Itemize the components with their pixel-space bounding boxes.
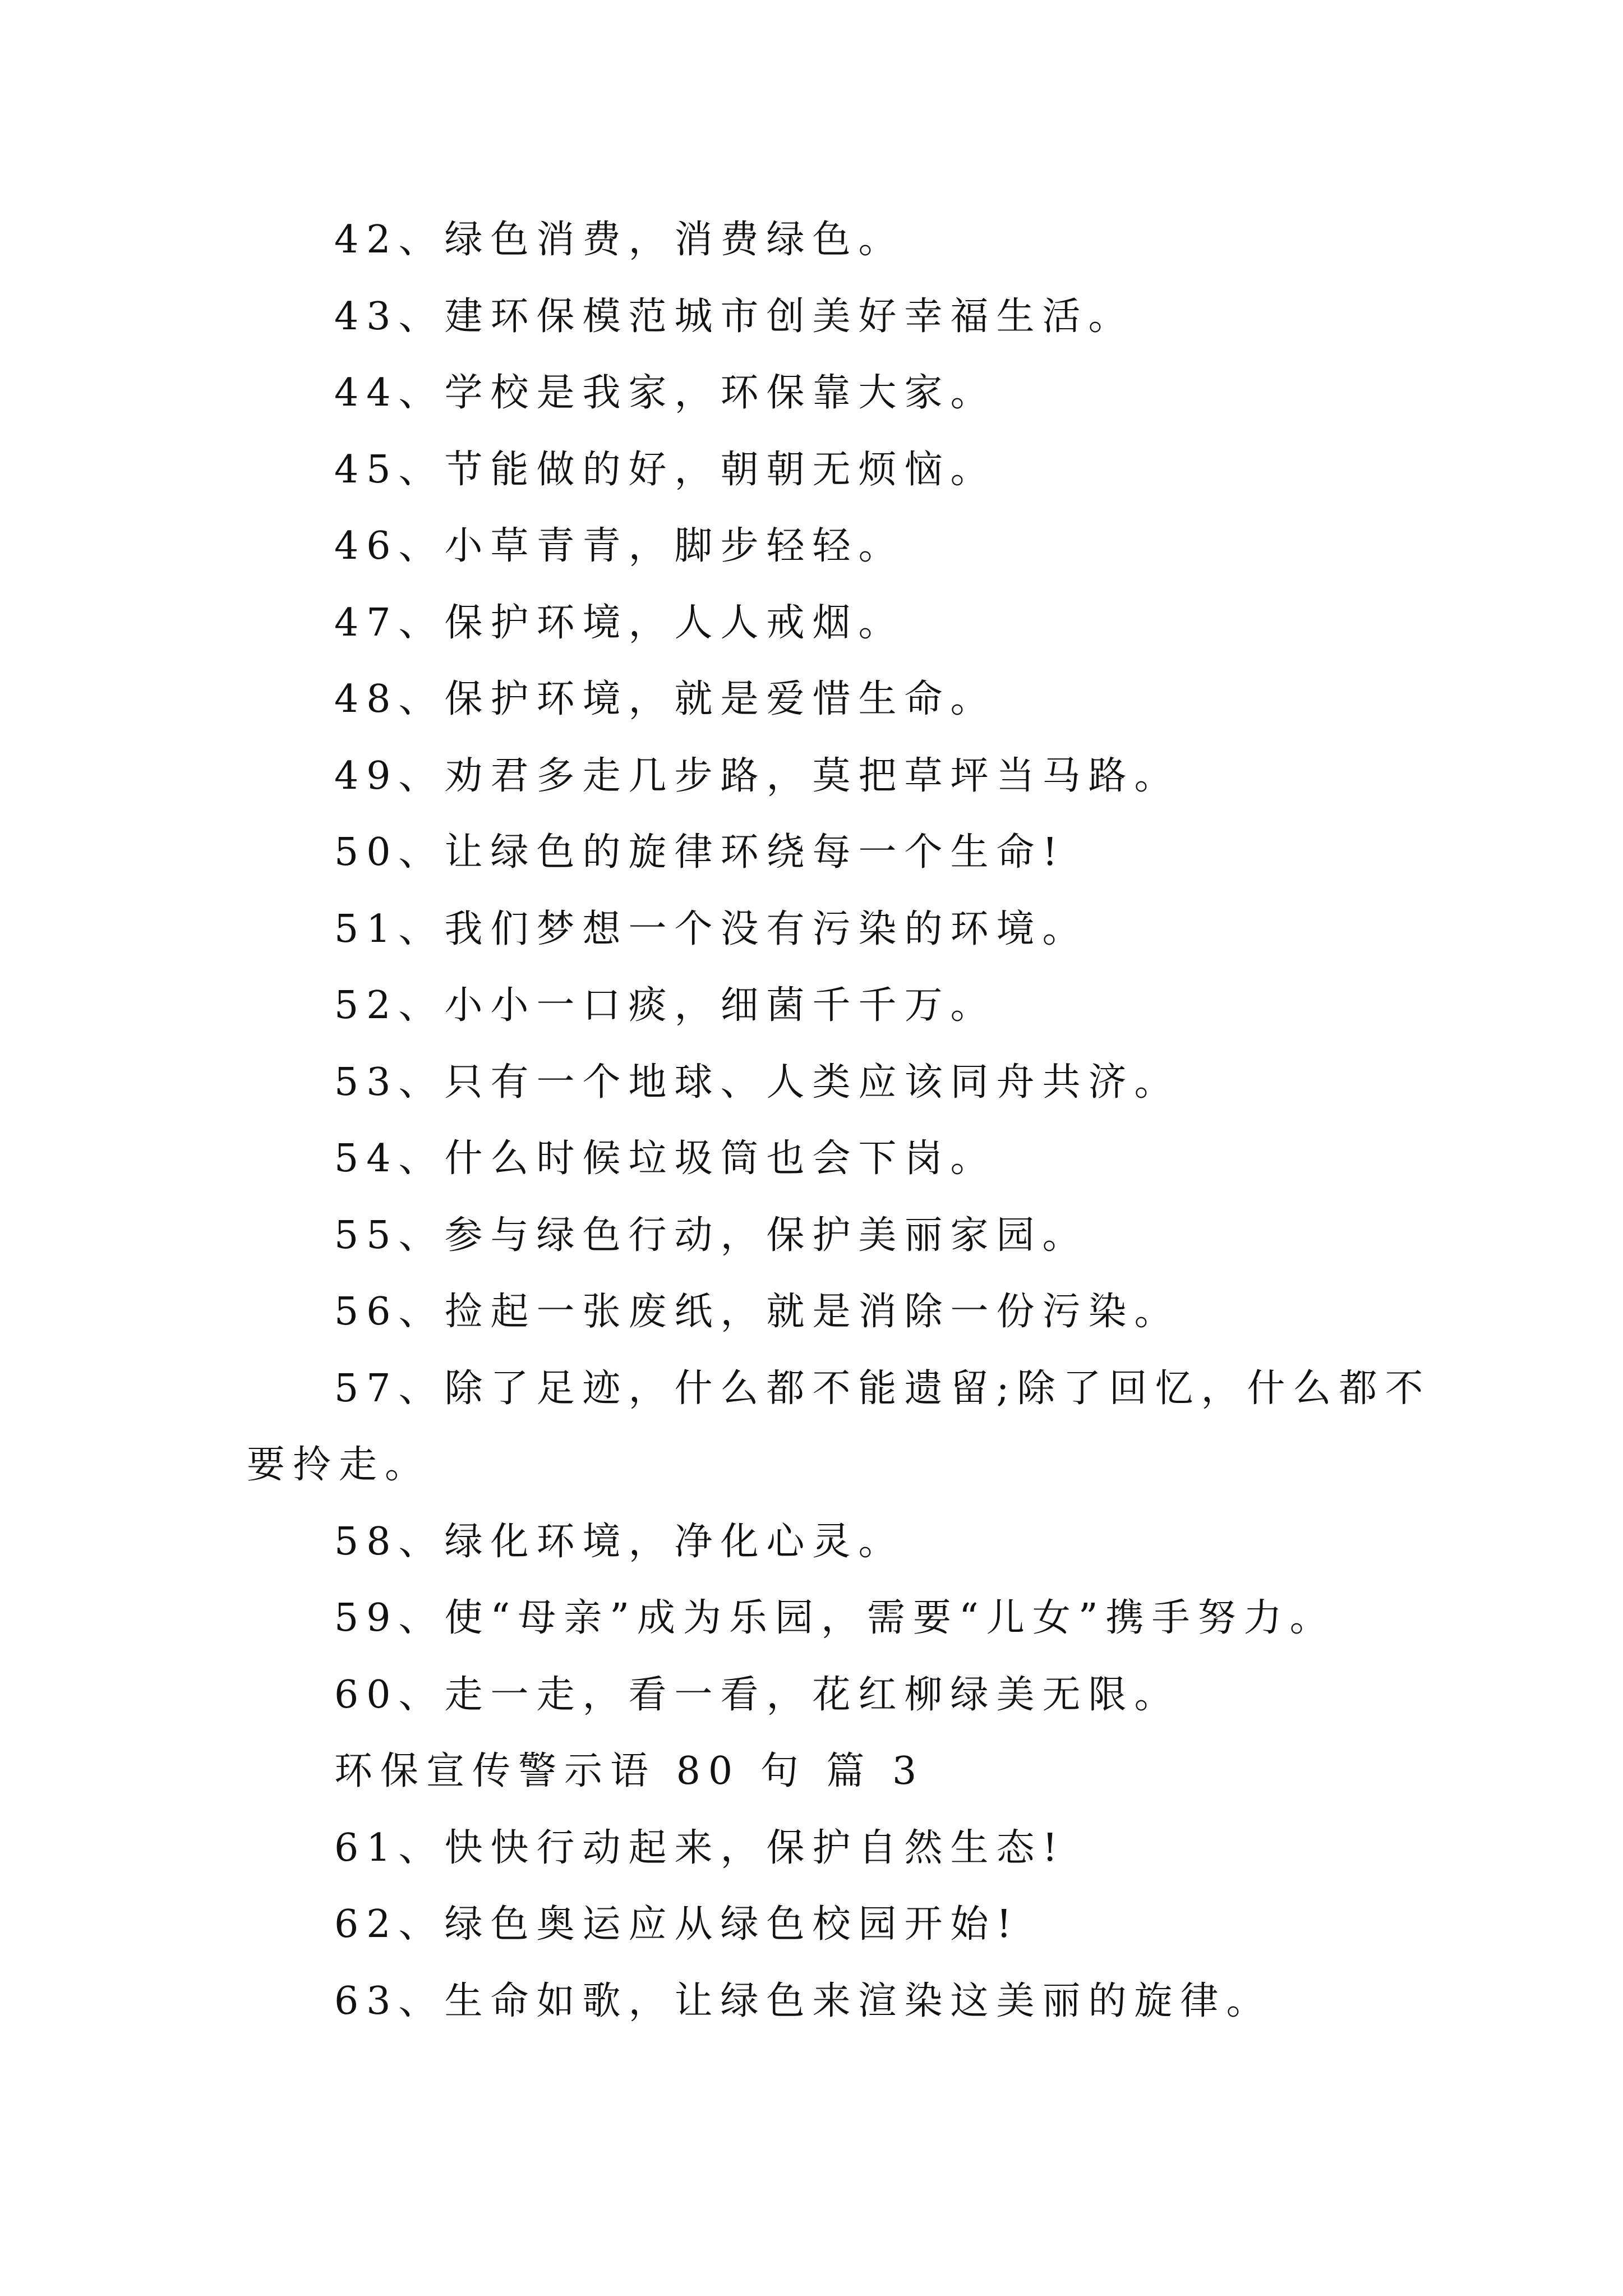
slogan-line-46: 46、小草青青，脚步轻轻。	[334, 524, 905, 568]
slogan-line-63: 63、生命如歌，让绿色来渲染这美丽的旋律。	[334, 1978, 1272, 2023]
slogan-line-50: 50、让绿色的旋律环绕每一个生命!	[334, 830, 1066, 875]
slogan-line-57-continued: 要拎走。	[247, 1443, 431, 1487]
slogan-line-48: 48、保护环境，就是爱惜生命。	[334, 677, 997, 721]
document-body	[247, 202, 1431, 2040]
slogan-line-42: 42、绿色消费，消费绿色。	[334, 218, 905, 262]
slogan-line-60: 60、走一走，看一看，花红柳绿美无限。	[334, 1672, 1181, 1717]
slogan-line-59: 59、使“母亲”成为乐园，需要“儿女”携手努力。	[334, 1596, 1336, 1640]
slogan-line-54: 54、什么时候垃圾筒也会下岗。	[334, 1137, 997, 1181]
slogan-line-52: 52、小小一口痰，细菌千千万。	[334, 983, 997, 1028]
slogan-line-61: 61、快快行动起来，保护自然生态!	[334, 1825, 1066, 1870]
section-heading: 环保宣传警示语 80 句 篇 3	[334, 1749, 925, 1793]
slogan-line-56: 56、捡起一张废纸，就是消除一份污染。	[334, 1290, 1181, 1334]
slogan-line-45: 45、节能做的好，朝朝无烦恼。	[334, 447, 997, 492]
slogan-line-58: 58、绿化环境，净化心灵。	[334, 1519, 905, 1564]
slogan-line-47: 47、保护环境，人人戒烟。	[334, 600, 905, 645]
slogan-line-53: 53、只有一个地球、人类应该同舟共济。	[334, 1060, 1181, 1105]
slogan-line-43: 43、建环保模范城市创美好幸福生活。	[334, 294, 1135, 339]
slogan-line-57: 57、除了足迹，什么都不能遗留;除了回忆，什么都不	[334, 1366, 1431, 1411]
slogan-line-62: 62、绿色奥运应从绿色校园开始!	[334, 1902, 1020, 1947]
slogan-line-51: 51、我们梦想一个没有污染的环境。	[334, 907, 1089, 951]
slogan-line-55: 55、参与绿色行动，保护美丽家园。	[334, 1213, 1089, 1258]
slogan-line-49: 49、劝君多走几步路，莫把草坪当马路。	[334, 753, 1181, 798]
slogan-line-44: 44、学校是我家，环保靠大家。	[334, 371, 997, 415]
